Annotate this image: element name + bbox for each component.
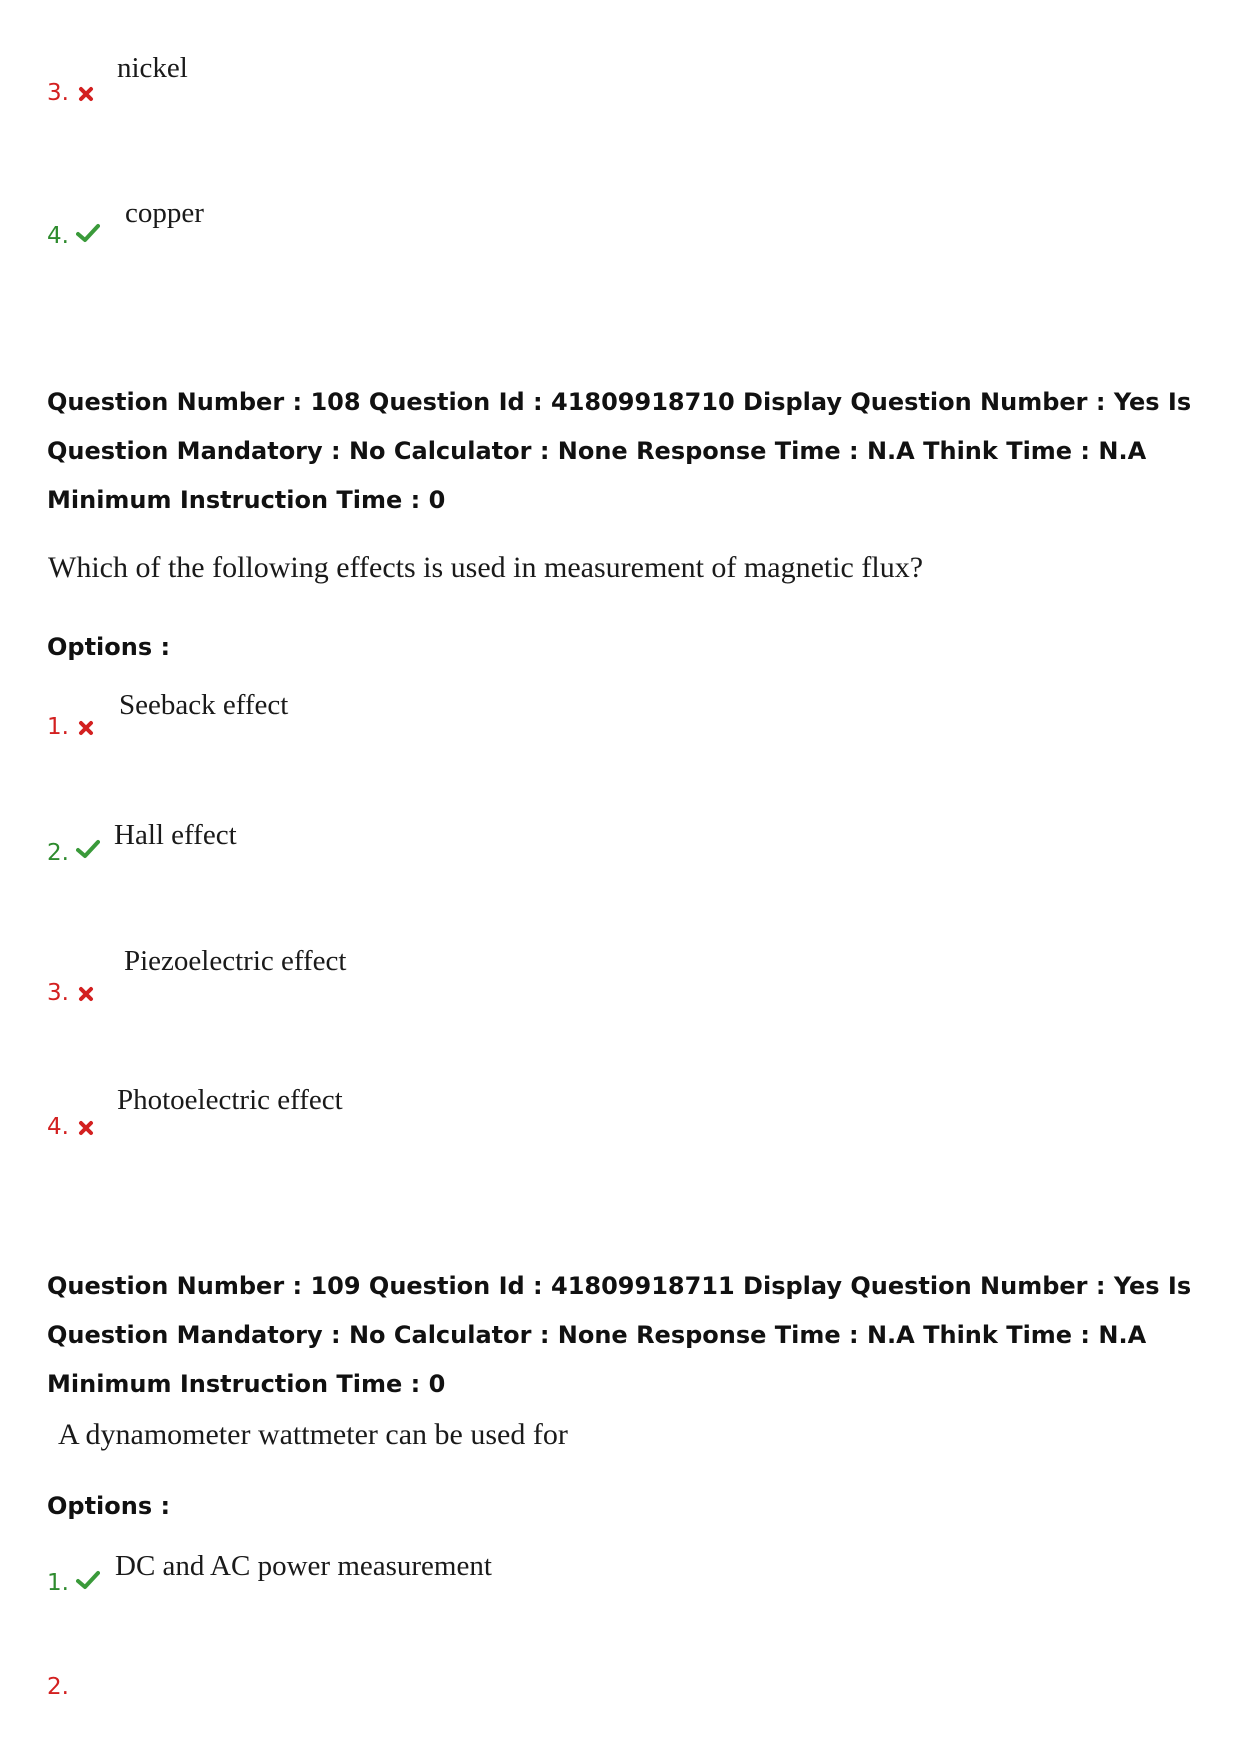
option-text: DC and AC power measurement	[115, 1550, 492, 1582]
check-icon	[76, 223, 96, 243]
options-label: Options :	[47, 1492, 171, 1520]
option-number: 3.	[47, 80, 69, 106]
cross-icon	[78, 1120, 98, 1140]
option-number: 4.	[47, 223, 69, 249]
cross-icon	[78, 86, 98, 106]
option-text: copper	[125, 197, 204, 229]
option-number: 2.	[47, 840, 69, 866]
cross-icon	[78, 720, 98, 740]
option-number: 3.	[47, 980, 69, 1006]
option-text: Hall effect	[114, 819, 237, 851]
options-label: Options :	[47, 633, 171, 661]
option-number: 1.	[47, 714, 69, 740]
option-text: Photoelectric effect	[117, 1084, 343, 1116]
check-icon	[76, 1570, 96, 1590]
option-text: Piezoelectric effect	[124, 945, 347, 977]
option-text: nickel	[117, 52, 188, 84]
cross-icon	[78, 986, 98, 1006]
option-number: 2.	[47, 1674, 69, 1700]
option-text: Seeback effect	[119, 689, 289, 721]
question-text: A dynamometer wattmeter can be used for	[58, 1418, 568, 1451]
check-icon	[76, 839, 96, 859]
option-number: 4.	[47, 1114, 69, 1140]
option-number: 1.	[47, 1570, 69, 1596]
question-header: Question Number : 108 Question Id : 41809918710 Display Question Number : Yes Is Question Mandatory : No Calculator : None Response Time : N.A Think Time : N.A Minimum Instruction Time : 0	[47, 388, 1192, 514]
question-text: Which of the following effects is used in measurement of magnetic flux?	[48, 551, 924, 584]
question-header: Question Number : 109 Question Id : 41809918711 Display Question Number : Yes Is Question Mandatory : No Calculator : None Response Time : N.A Think Time : N.A Minimum Instruction Time : 0	[47, 1272, 1192, 1398]
